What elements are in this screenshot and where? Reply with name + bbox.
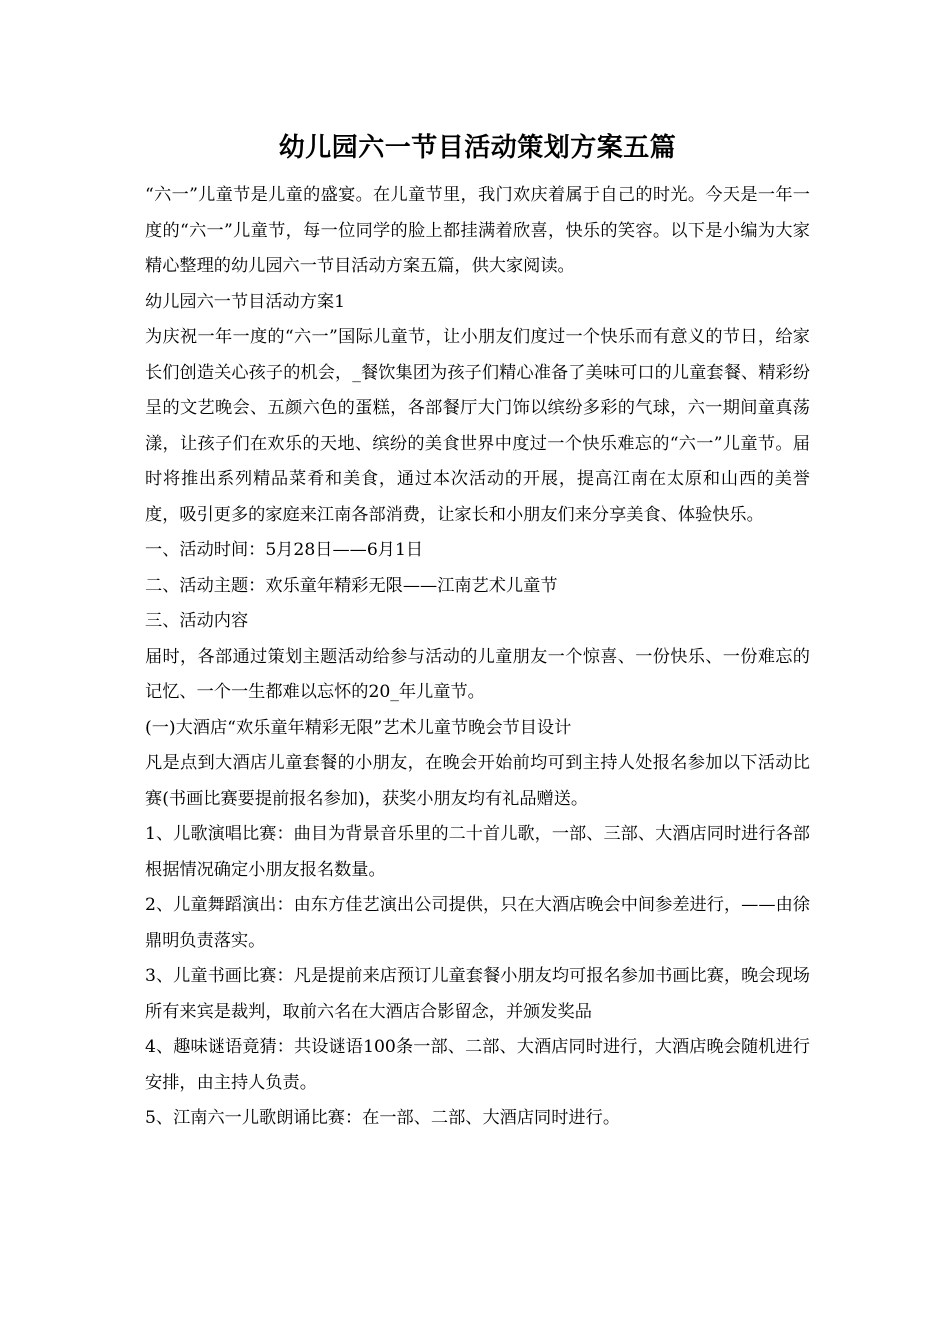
- plan-1-intro-paragraph: 为庆祝一年一度的“六一”国际儿童节，让小朋友们度过一个快乐而有意义的节日，给家长们创造关心孩子的机会，_餐饮集团为孩子们精心准备了美味可口的儿童套餐、精彩纷呈的文艺晚会、五颜六色的蛋糕，各部餐厅大门饰以缤纷多彩的气球，六一期间童真荡漾，让孩子们在欢乐的天地、缤纷的美食世界中度过一个快乐难忘的“六一”儿童节。届时将推出系列精品菜肴和美食，通过本次活动的开展，提高江南在太原和山西的美誉度，吸引更多的家庭来江南各部消费，让家长和小朋友们来分享美食、体验快乐。: [145, 327, 810, 525]
- activity-theme: 二、活动主题：欢乐童年精彩无限——江南艺术儿童节: [145, 575, 558, 596]
- activity-time: 一、活动时间：5月28日——6月1日: [145, 540, 424, 560]
- list-item-1: 1、儿歌演唱比赛：曲目为背景音乐里的二十首儿歌，一部、三部、大酒店同时进行各部根据情况确定小朋友报名数量。: [145, 824, 810, 880]
- intro-paragraph: “六一”儿童节是儿童的盛宴。在儿童节里，我门欢庆着属于自己的时光。今天是一年一度的“六一”儿童节，每一位同学的脸上都挂满着欣喜，快乐的笑容。以下是小编为大家精心整理的幼儿园六一节目活动方案五篇，供大家阅读。: [145, 185, 810, 276]
- activity-content-heading: 三、活动内容: [145, 611, 249, 631]
- document-page: [145, 128, 810, 1137]
- subsection-heading-hotel: (一)大酒店“欢乐童年精彩无限”艺术儿童节晚会节目设计: [145, 717, 572, 738]
- list-item-4: 4、趣味谜语竟猜：共设谜语100条一部、二部、大酒店同时进行，大酒店晚会随机进行安排，由主持人负责。: [145, 1037, 810, 1093]
- document-title: 幼儿园六一节目活动策划方案五篇: [278, 133, 677, 163]
- list-item-5: 5、江南六一儿歌朗诵比赛：在一部、二部、大酒店同时进行。: [145, 1108, 621, 1128]
- hotel-paragraph: 凡是点到大酒店儿童套餐的小朋友，在晚会开始前均可到主持人处报名参加以下活动比赛(书画比赛要提前报名参加)，获奖小朋友均有礼品赠送。: [145, 753, 810, 809]
- list-item-2: 2、儿童舞蹈演出：由东方佳艺演出公司提供，只在大酒店晚会中间参差进行，——由徐鼎明负责落实。: [145, 895, 810, 951]
- list-item-3: 3、儿童书画比赛：凡是提前来店预订儿童套餐小朋友均可报名参加书画比赛，晚会现场所有来宾是裁判，取前六名在大酒店合影留念，并颁发奖品: [145, 966, 810, 1022]
- activity-content-paragraph: 届时，各部通过策划主题活动给参与活动的儿童朋友一个惊喜、一份快乐、一份难忘的记忆、一个一生都难以忘怀的20_年儿童节。: [145, 646, 810, 702]
- section-heading-plan-1: 幼儿园六一节目活动方案1: [145, 291, 345, 312]
